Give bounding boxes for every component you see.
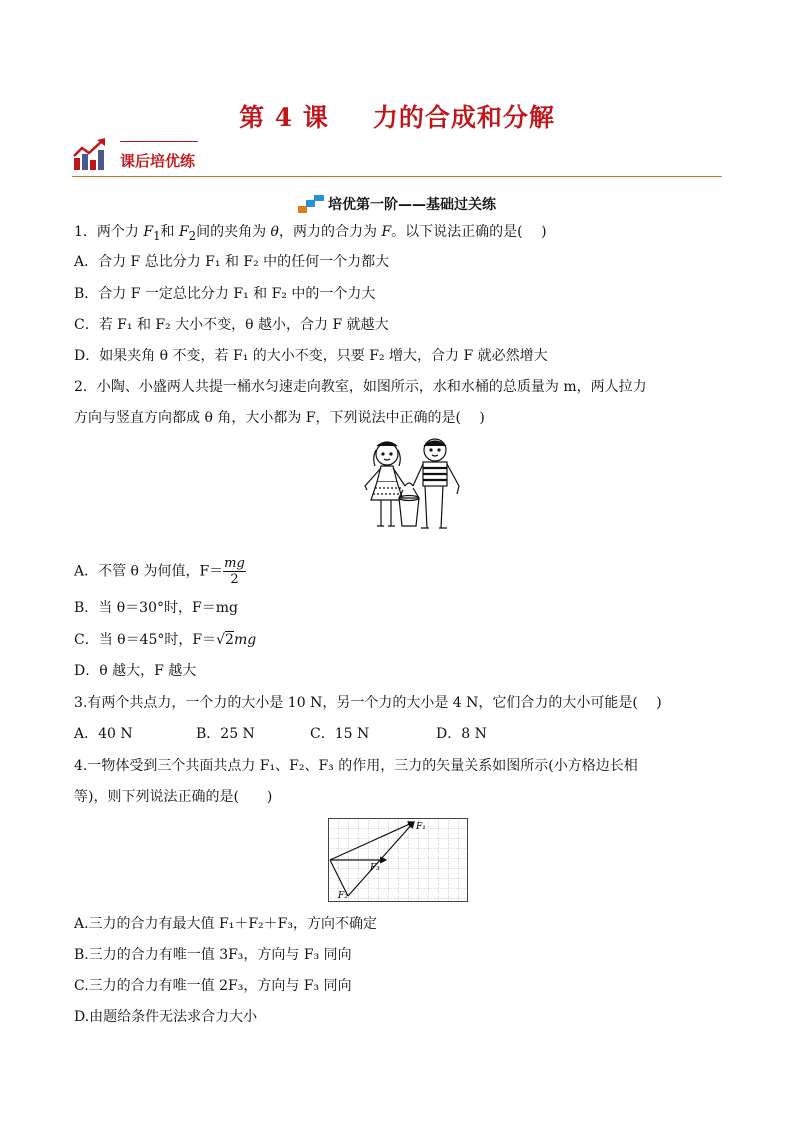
q3-option-d[interactable]: D．8 N [436,726,487,742]
q2-option-c-unit: mg [233,632,257,648]
lesson-number: 第 4 课 [239,103,329,132]
label-f1: F₁ [416,822,426,832]
q2-option-c[interactable] [74,630,256,650]
q2-option-c-text: C．当 θ＝45°时，F＝ [74,632,217,648]
label-f2: F₂ [338,891,348,901]
page-title [0,98,794,134]
q3-option-c[interactable]: C．15 N [310,726,370,742]
force-vector-grid-figure [328,818,468,902]
q4-option-c[interactable]: C.三力的合力有唯一值 2F₃，方向与 F₃ 同向 [74,978,352,994]
q3-option-b[interactable]: B．25 N [196,726,255,742]
stage-heading [0,194,794,214]
section-rule [72,176,722,177]
children-carrying-bucket-illustration [355,434,467,538]
q4-stem-line1: 4.一物体受到三个共面共点力 F₁、F₂、F₃ 的作用，三力的矢量关系如图所示(小方格边长相 [74,758,638,774]
sqrt-radicand: 2 [225,632,234,648]
q2-stem-line1: 2．小陶、小盛两人共提一桶水匀速走向教室，如图所示，水和水桶的总质量为 m，两人拉力 [74,379,647,395]
stage-label: 培优第一阶——基础过关练 [328,197,496,213]
q1-option-c[interactable]: C．若 F₁ 和 F₂ 大小不变，θ 越小，合力 F 就越大 [74,317,389,333]
q2-option-a-text: A．不管 θ 为何值，F＝ [74,563,224,580]
q4-option-a[interactable]: A.三力的合力有最大值 F₁＋F₂＋F₃，方向不确定 [74,916,377,932]
q4-stem-line2: 等)，则下列说法正确的是( ) [74,789,273,805]
sqrt-symbol: √ [216,632,226,648]
growth-chart-icon [72,138,108,172]
stairs-icon [298,195,324,213]
q2-stem-line2: 方向与竖直方向都成 θ 角，大小都为 F，下列说法中正确的是( ) [74,410,485,426]
q3-stem: 3.有两个共点力，一个力的大小是 10 N，另一个力的大小是 4 N，它们合力的大小可能是( ) [74,695,662,711]
fraction-mg-over-2: $\frac{mg}{2}$ [224,556,245,587]
q3-option-a[interactable]: A．40 N [74,726,133,742]
label-f3: F₃ [370,863,380,873]
q1-option-b[interactable]: B．合力 F 一定总比分力 F₁ 和 F₂ 中的一个力大 [74,286,376,302]
q1-stem: 1．两个力 $F_1$和 $F_2$间的夹角为 θ，两力的合力为 F。以下说法正确的是( ) [74,224,547,243]
q2-option-b[interactable]: B．当 θ＝30°时，F＝mg [74,600,238,616]
q1-option-d[interactable]: D．如果夹角 θ 不变，若 F₁ 的大小不变，只要 F₂ 增大，合力 F 就必然增大 [74,348,548,364]
q2-option-a[interactable] [74,556,246,587]
section-label: 课后培优练 [120,152,196,170]
q2-option-d[interactable]: D．θ 越大，F 越大 [74,663,197,679]
q1-option-a[interactable]: A．合力 F 总比分力 F₁ 和 F₂ 中的任何一个力都大 [74,254,390,270]
q4-option-b[interactable]: B.三力的合力有唯一值 3F₃，方向与 F₃ 同向 [74,947,352,963]
section-top-rule [120,141,198,142]
lesson-topic: 力的合成和分解 [372,103,555,132]
q4-option-d[interactable]: D.由题给条件无法求合力大小 [74,1009,258,1025]
